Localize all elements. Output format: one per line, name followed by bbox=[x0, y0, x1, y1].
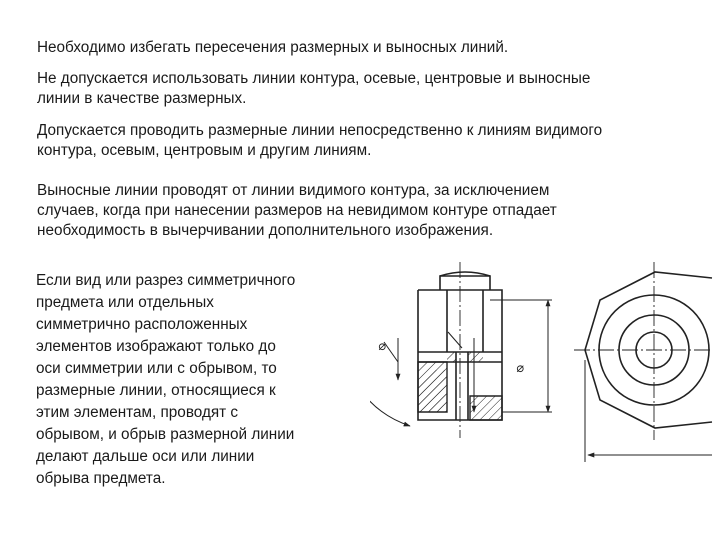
text-line: линии в качестве размерных. bbox=[37, 90, 247, 107]
symmetric-dimension-paragraph bbox=[36, 270, 356, 490]
diameter-leader-1 bbox=[384, 342, 398, 362]
text-line: этим элементам, проводят с bbox=[36, 404, 239, 421]
text-line: обрывом, и обрыв размерной линии bbox=[36, 426, 295, 443]
text-line: делают дальше оси или линии bbox=[36, 448, 255, 465]
text-line: Если вид или разрез симметричного bbox=[36, 272, 296, 289]
hatch-neck-right bbox=[468, 352, 483, 362]
end-view-dimension bbox=[585, 360, 712, 462]
text-line: оси симметрии или с обрывом, то bbox=[36, 360, 277, 377]
text-line: обрыва предмета. bbox=[36, 470, 166, 487]
rule-paragraph-1 bbox=[37, 38, 508, 58]
end-view-axes bbox=[574, 262, 712, 440]
text-line: Необходимо избегать пересечения размерных и выносных линий. bbox=[37, 39, 509, 56]
text-line: предмета или отдельных bbox=[36, 294, 214, 311]
text-line: размерные линии, относящиеся к bbox=[36, 382, 276, 399]
text-line: Выносные линии проводят от линии видимого контура, за исключением bbox=[37, 182, 550, 199]
dimension-lines bbox=[370, 300, 552, 426]
neck-outline bbox=[440, 276, 490, 290]
text-line: элементов изображают только до bbox=[36, 338, 276, 355]
hatch-bottom bbox=[470, 396, 502, 420]
text-line: случаев, когда при нанесении размеров на невидимом контуре отпадает bbox=[37, 202, 557, 219]
rule-paragraph-4 bbox=[37, 181, 557, 241]
rule-paragraph-2 bbox=[37, 69, 590, 109]
diameter-symbol-2: ⌀ bbox=[516, 361, 524, 376]
rule-paragraph-3 bbox=[37, 121, 602, 161]
text-line: необходимость в вычерчивании дополнительного изображения. bbox=[37, 222, 494, 239]
text-line: Допускается проводить размерные линии непосредственно к линиям видимого bbox=[37, 122, 603, 139]
text-line: симметрично расположенных bbox=[36, 316, 248, 333]
technical-drawing-nut bbox=[370, 260, 715, 475]
dimension-arc bbox=[370, 392, 410, 426]
diameter-symbol-1: ⌀ bbox=[378, 339, 386, 354]
hatch-neck-left bbox=[447, 352, 456, 362]
text-line: контура, осевым, центровым и другим линиям. bbox=[37, 142, 372, 159]
text-line: Не допускается использовать линии контура, осевые, центровые и выносные bbox=[37, 70, 591, 87]
